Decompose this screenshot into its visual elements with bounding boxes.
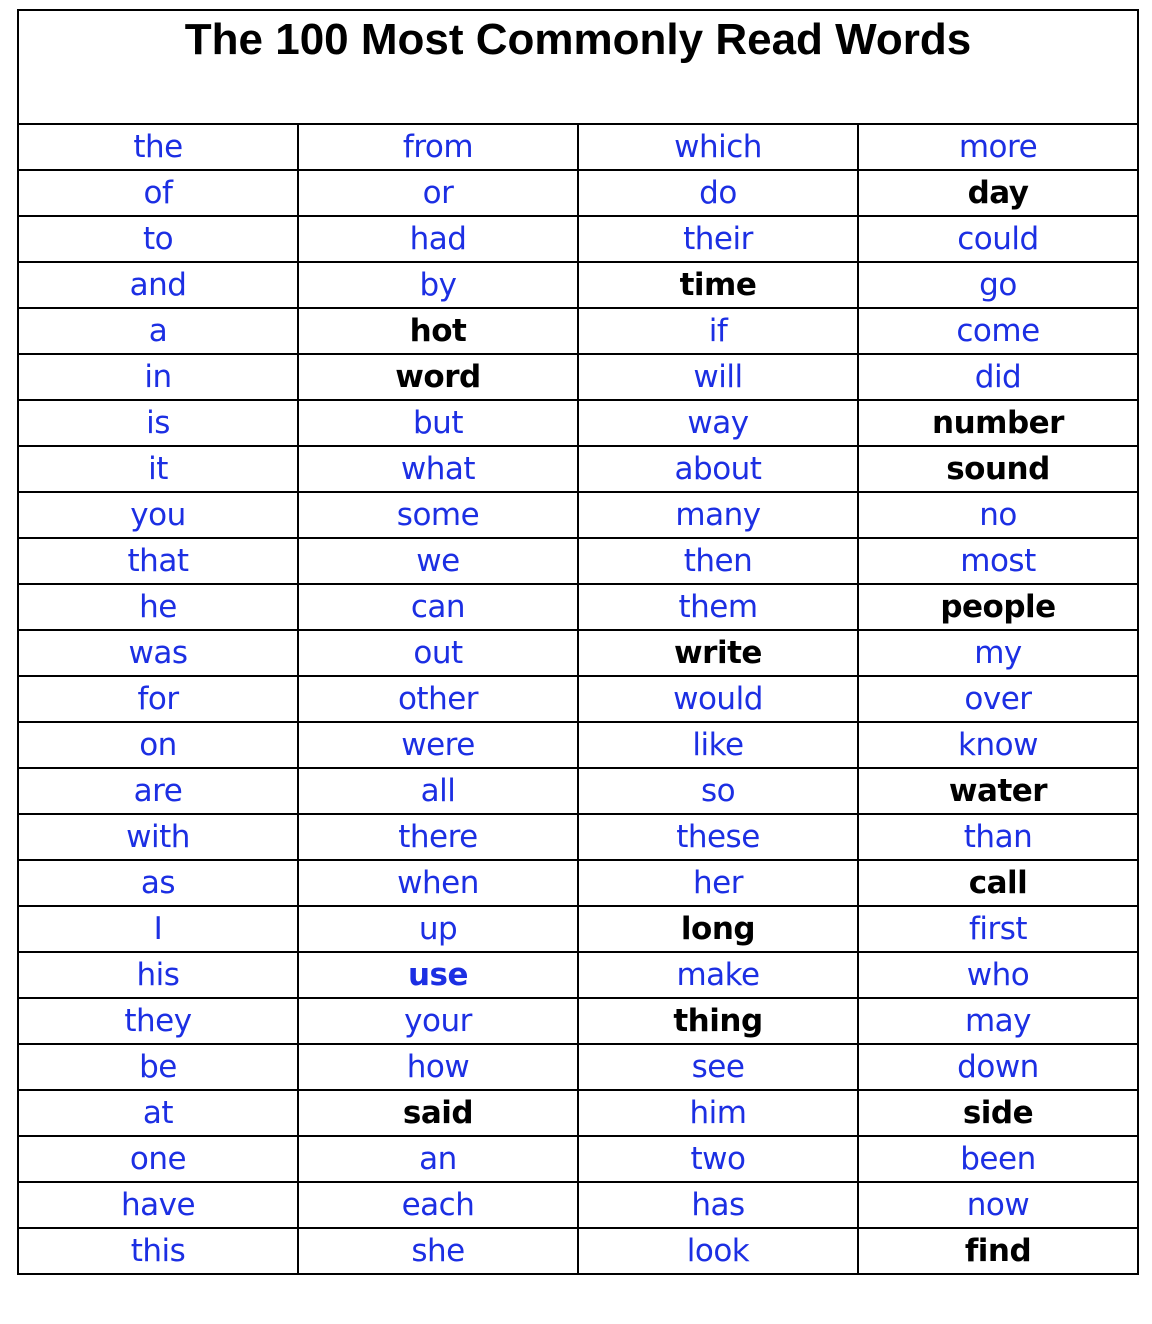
word-cell: all — [298, 768, 578, 814]
word-cell: he — [18, 584, 298, 630]
word-cell: to — [18, 216, 298, 262]
word-cell: go — [858, 262, 1138, 308]
word-cell: on — [18, 722, 298, 768]
word-cell: then — [578, 538, 858, 584]
word-cell: write — [578, 630, 858, 676]
word-cell: or — [298, 170, 578, 216]
table-row — [18, 1228, 1138, 1274]
word-cell: have — [18, 1182, 298, 1228]
word-cell: a — [18, 308, 298, 354]
page-title: The 100 Most Commonly Read Words — [18, 10, 1138, 124]
word-cell: if — [578, 308, 858, 354]
table-row — [18, 768, 1138, 814]
word-cell: make — [578, 952, 858, 998]
word-cell: over — [858, 676, 1138, 722]
word-cell: use — [298, 952, 578, 998]
table-row — [18, 1044, 1138, 1090]
word-cell: these — [578, 814, 858, 860]
word-cell: side — [858, 1090, 1138, 1136]
word-cell: has — [578, 1182, 858, 1228]
word-cell: that — [18, 538, 298, 584]
word-cell: for — [18, 676, 298, 722]
word-cell: sound — [858, 446, 1138, 492]
table-row — [18, 492, 1138, 538]
word-cell: be — [18, 1044, 298, 1090]
word-cell: see — [578, 1044, 858, 1090]
word-cell: the — [18, 124, 298, 170]
table-row — [18, 446, 1138, 492]
word-cell: with — [18, 814, 298, 860]
table-row — [18, 584, 1138, 630]
word-cell: there — [298, 814, 578, 860]
word-cell: water — [858, 768, 1138, 814]
word-cell: day — [858, 170, 1138, 216]
word-cell: are — [18, 768, 298, 814]
word-cell: were — [298, 722, 578, 768]
word-cell: now — [858, 1182, 1138, 1228]
word-cell: more — [858, 124, 1138, 170]
word-cell: may — [858, 998, 1138, 1044]
table-row — [18, 124, 1138, 170]
table-row — [18, 400, 1138, 446]
table-row — [18, 722, 1138, 768]
word-cell: most — [858, 538, 1138, 584]
word-cell: call — [858, 860, 1138, 906]
word-cell: of — [18, 170, 298, 216]
word-cell: them — [578, 584, 858, 630]
word-cell: time — [578, 262, 858, 308]
table-row — [18, 1136, 1138, 1182]
word-cell: my — [858, 630, 1138, 676]
word-cell: this — [18, 1228, 298, 1274]
word-cell: when — [298, 860, 578, 906]
word-cell: what — [298, 446, 578, 492]
word-cell: was — [18, 630, 298, 676]
word-cell: from — [298, 124, 578, 170]
word-cell: hot — [298, 308, 578, 354]
word-cell: come — [858, 308, 1138, 354]
table-row — [18, 998, 1138, 1044]
word-cell: who — [858, 952, 1138, 998]
word-cell: been — [858, 1136, 1138, 1182]
word-cell: one — [18, 1136, 298, 1182]
word-cell: it — [18, 446, 298, 492]
table-row — [18, 1090, 1138, 1136]
word-cell: in — [18, 354, 298, 400]
word-table-body — [18, 10, 1138, 1274]
word-table — [17, 9, 1139, 1275]
table-row — [18, 308, 1138, 354]
table-row — [18, 676, 1138, 722]
word-cell: each — [298, 1182, 578, 1228]
word-cell: how — [298, 1044, 578, 1090]
word-cell: is — [18, 400, 298, 446]
word-cell: could — [858, 216, 1138, 262]
word-cell: down — [858, 1044, 1138, 1090]
word-cell: do — [578, 170, 858, 216]
word-cell: know — [858, 722, 1138, 768]
table-row — [18, 630, 1138, 676]
table-row — [18, 1182, 1138, 1228]
word-cell: his — [18, 952, 298, 998]
table-row — [18, 952, 1138, 998]
word-cell: can — [298, 584, 578, 630]
table-row — [18, 216, 1138, 262]
word-cell: like — [578, 722, 858, 768]
table-row — [18, 538, 1138, 584]
word-cell: which — [578, 124, 858, 170]
table-row — [18, 170, 1138, 216]
word-cell: but — [298, 400, 578, 446]
word-cell: and — [18, 262, 298, 308]
word-cell: her — [578, 860, 858, 906]
word-cell: will — [578, 354, 858, 400]
word-cell: did — [858, 354, 1138, 400]
word-cell: had — [298, 216, 578, 262]
word-cell: way — [578, 400, 858, 446]
table-row — [18, 860, 1138, 906]
table-row — [18, 354, 1138, 400]
word-cell: thing — [578, 998, 858, 1044]
word-cell: long — [578, 906, 858, 952]
table-row — [18, 906, 1138, 952]
word-cell: your — [298, 998, 578, 1044]
word-cell: look — [578, 1228, 858, 1274]
word-cell: many — [578, 492, 858, 538]
word-cell: out — [298, 630, 578, 676]
word-cell: number — [858, 400, 1138, 446]
word-cell: than — [858, 814, 1138, 860]
word-cell: first — [858, 906, 1138, 952]
word-cell: about — [578, 446, 858, 492]
word-cell: we — [298, 538, 578, 584]
word-cell: word — [298, 354, 578, 400]
word-cell: would — [578, 676, 858, 722]
word-cell: some — [298, 492, 578, 538]
table-row — [18, 262, 1138, 308]
word-cell: said — [298, 1090, 578, 1136]
title-row — [18, 10, 1138, 124]
word-cell: so — [578, 768, 858, 814]
word-cell: other — [298, 676, 578, 722]
word-cell: their — [578, 216, 858, 262]
word-cell: they — [18, 998, 298, 1044]
word-cell: up — [298, 906, 578, 952]
word-cell: by — [298, 262, 578, 308]
word-cell: I — [18, 906, 298, 952]
word-cell: no — [858, 492, 1138, 538]
table-row — [18, 814, 1138, 860]
word-cell: him — [578, 1090, 858, 1136]
word-cell: an — [298, 1136, 578, 1182]
word-cell: she — [298, 1228, 578, 1274]
word-cell: at — [18, 1090, 298, 1136]
word-cell: two — [578, 1136, 858, 1182]
word-cell: as — [18, 860, 298, 906]
word-cell: people — [858, 584, 1138, 630]
word-cell: you — [18, 492, 298, 538]
word-cell: find — [858, 1228, 1138, 1274]
